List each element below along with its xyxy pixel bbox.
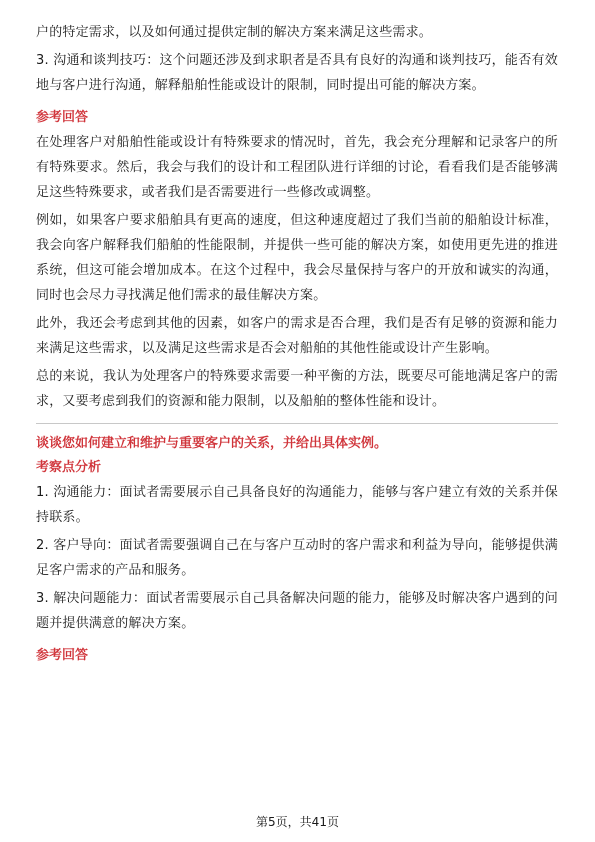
continuation-text: 户的特定需求，以及如何通过提供定制的解决方案来满足这些需求。 — [36, 25, 433, 40]
page-number: 第5页，共41页 — [256, 815, 339, 829]
answer-paragraph: 例如，如果客户要求船舶具有更高的速度，但这种速度超过了我们当前的船舶设计标准，我会向客户解释我们船舶的性能限制，并提供一些可能的解决方案，如使用更先进的推进系统，但这可能会增加成本。在这个过程中，我会尽量保持与客户的开放和诚实的沟通，同时也会尽力寻找满足他们需求的最佳解决方案。 — [36, 213, 558, 303]
analysis-item-3: 3. 沟通和谈判技巧：这个问题还涉及到求职者是否具有良好的沟通和谈判技巧，能否有效地与客户进行沟通，解释船舶性能或设计的限制，同时提出可能的解决方案。 — [36, 53, 558, 93]
reference-answer-label: 参考回答 — [36, 110, 89, 125]
document-page — [36, 20, 558, 668]
analysis-item-1: 1. 沟通能力：面试者需要展示自己具备良好的沟通能力，能够与客户建立有效的关系并保持联系。 — [36, 485, 558, 525]
answer-paragraph: 在处理客户对船舶性能或设计有特殊要求的情况时，首先，我会充分理解和记录客户的所有特殊要求。然后，我会与我们的设计和工程团队进行详细的讨论，看看我们是否能够满足这些特殊要求，或者我们是否需要进行一些修改或调整。 — [36, 135, 558, 200]
analysis-label: 考察点分析 — [36, 460, 102, 475]
answer-paragraph: 总的来说，我认为处理客户的特殊要求需要一种平衡的方法，既要尽可能地满足客户的需求，又要考虑到我们的资源和能力限制，以及船舶的整体性能和设计。 — [36, 369, 558, 409]
question-title: 谈谈您如何建立和维护与重要客户的关系，并给出具体实例。 — [36, 436, 388, 451]
reference-answer-label: 参考回答 — [36, 648, 89, 663]
section-divider — [36, 423, 558, 424]
answer-paragraph: 此外，我还会考虑到其他的因素，如客户的需求是否合理，我们是否有足够的资源和能力来满足这些需求，以及满足这些需求是否会对船舶的其他性能或设计产生影响。 — [36, 316, 558, 356]
analysis-item-3: 3. 解决问题能力：面试者需要展示自己具备解决问题的能力，能够及时解决客户遇到的问题并提供满意的解决方案。 — [36, 591, 558, 631]
analysis-item-2: 2. 客户导向：面试者需要强调自己在与客户互动时的客户需求和利益为导向，能够提供满足客户需求的产品和服务。 — [36, 538, 558, 578]
